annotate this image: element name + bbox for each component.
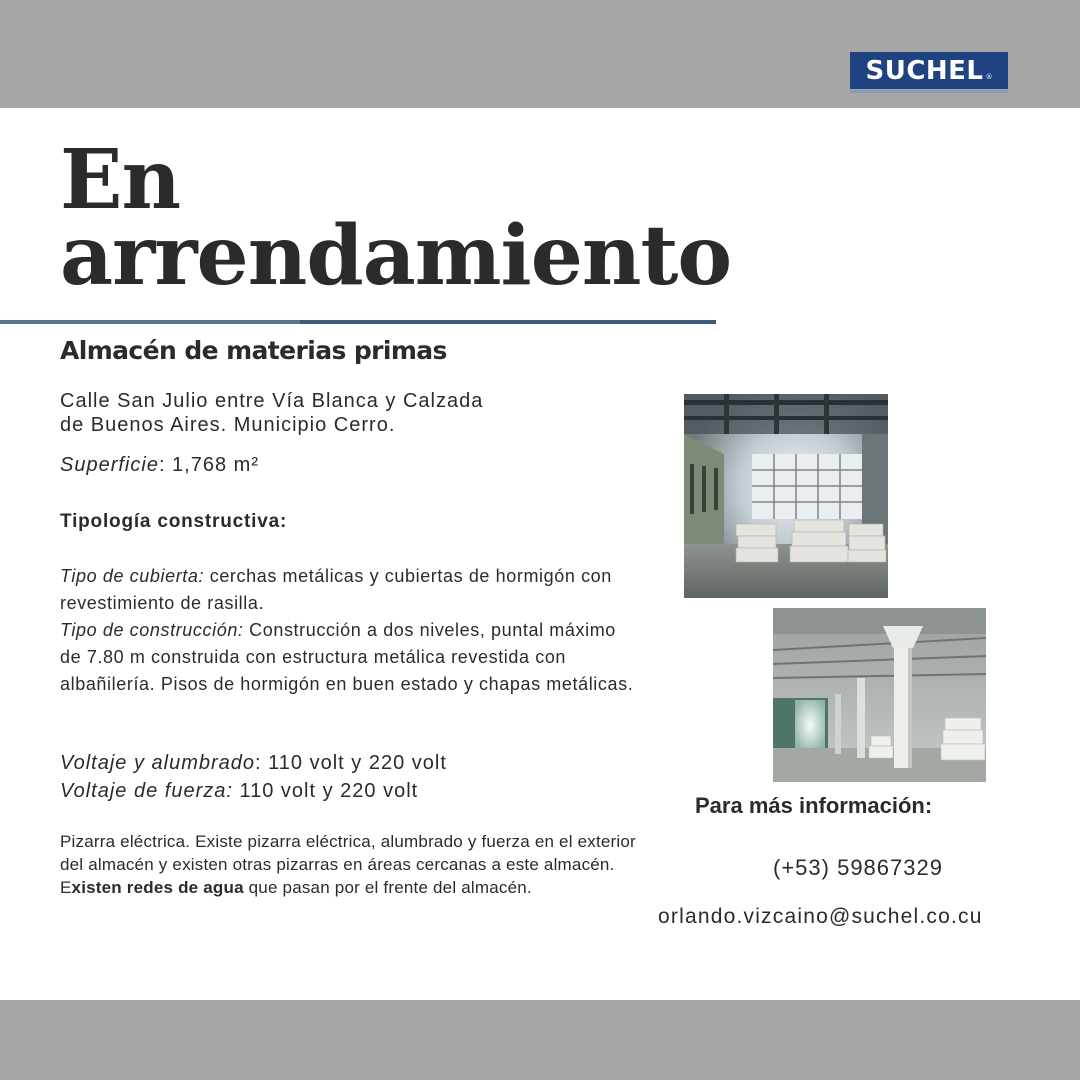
address-line-2: de Buenos Aires. Municipio Cerro. — [60, 414, 396, 436]
water-prefix: E — [60, 878, 72, 897]
title-line-2: arrendamiento — [60, 208, 732, 304]
construction-label: Tipo de construcción: — [60, 620, 244, 640]
contact-heading: Para más información: — [695, 793, 933, 818]
page-title — [60, 132, 732, 304]
voltage-info — [60, 749, 447, 805]
electrical-notes — [60, 830, 640, 899]
construction-value: Construcción a dos niveles, puntal máximo de 7.80 m construida con estructura metálica revestida con albañilería. Pisos de hormigón en buen estado y chapas metálicas. — [60, 620, 634, 694]
surface-value: : 1,768 m² — [158, 454, 259, 476]
typology-heading: Tipología constructiva: — [60, 511, 288, 532]
logo-registered-mark: ® — [985, 72, 993, 81]
electrical-notes-text: Pizarra eléctrica. Existe pizarra eléctrica, alumbrado y fuerza en el exterior del almacén y existen otras pizarras en áreas cercanas a este almacén. — [60, 832, 636, 874]
contact-email[interactable]: orlando.vizcaino@suchel.co.cu — [658, 905, 983, 928]
property-subtitle: Almacén de materias primas — [60, 336, 447, 365]
warehouse-photo-1 — [684, 394, 888, 598]
logo-underline — [850, 90, 1008, 93]
roof-value: cerchas metálicas y cubiertas de hormigón con revestimiento de rasilla. — [60, 566, 612, 613]
logo-text: SUCHEL — [865, 55, 984, 86]
warehouse-photo-1-image — [684, 394, 888, 598]
warehouse-photo-2 — [773, 608, 986, 782]
bottom-band — [0, 1000, 1080, 1080]
address-line-1: Calle San Julio entre Vía Blanca y Calzada — [60, 390, 484, 412]
water-rest: que pasan por el frente del almacén. — [243, 878, 532, 897]
lighting-label: Voltaje y alumbrado — [60, 752, 256, 774]
power-label: Voltaje de fuerza: — [60, 780, 233, 802]
power-value: 110 volt y 220 volt — [232, 780, 419, 802]
construction-specs — [60, 563, 635, 698]
logo-box — [850, 52, 1008, 89]
contact-phone[interactable]: (+53) 59867329 — [773, 855, 943, 880]
title-divider-accent — [0, 320, 300, 324]
title-line-1: En — [60, 132, 181, 228]
roof-label: Tipo de cubierta: — [60, 566, 205, 586]
surface-label: Superficie — [60, 454, 159, 476]
water-bold: xisten redes de agua — [71, 878, 244, 897]
lighting-value: : 110 volt y 220 volt — [255, 752, 447, 774]
surface-info — [60, 454, 259, 477]
property-address — [60, 389, 580, 437]
suchel-logo — [850, 52, 1008, 94]
warehouse-photo-2-image — [773, 608, 986, 782]
